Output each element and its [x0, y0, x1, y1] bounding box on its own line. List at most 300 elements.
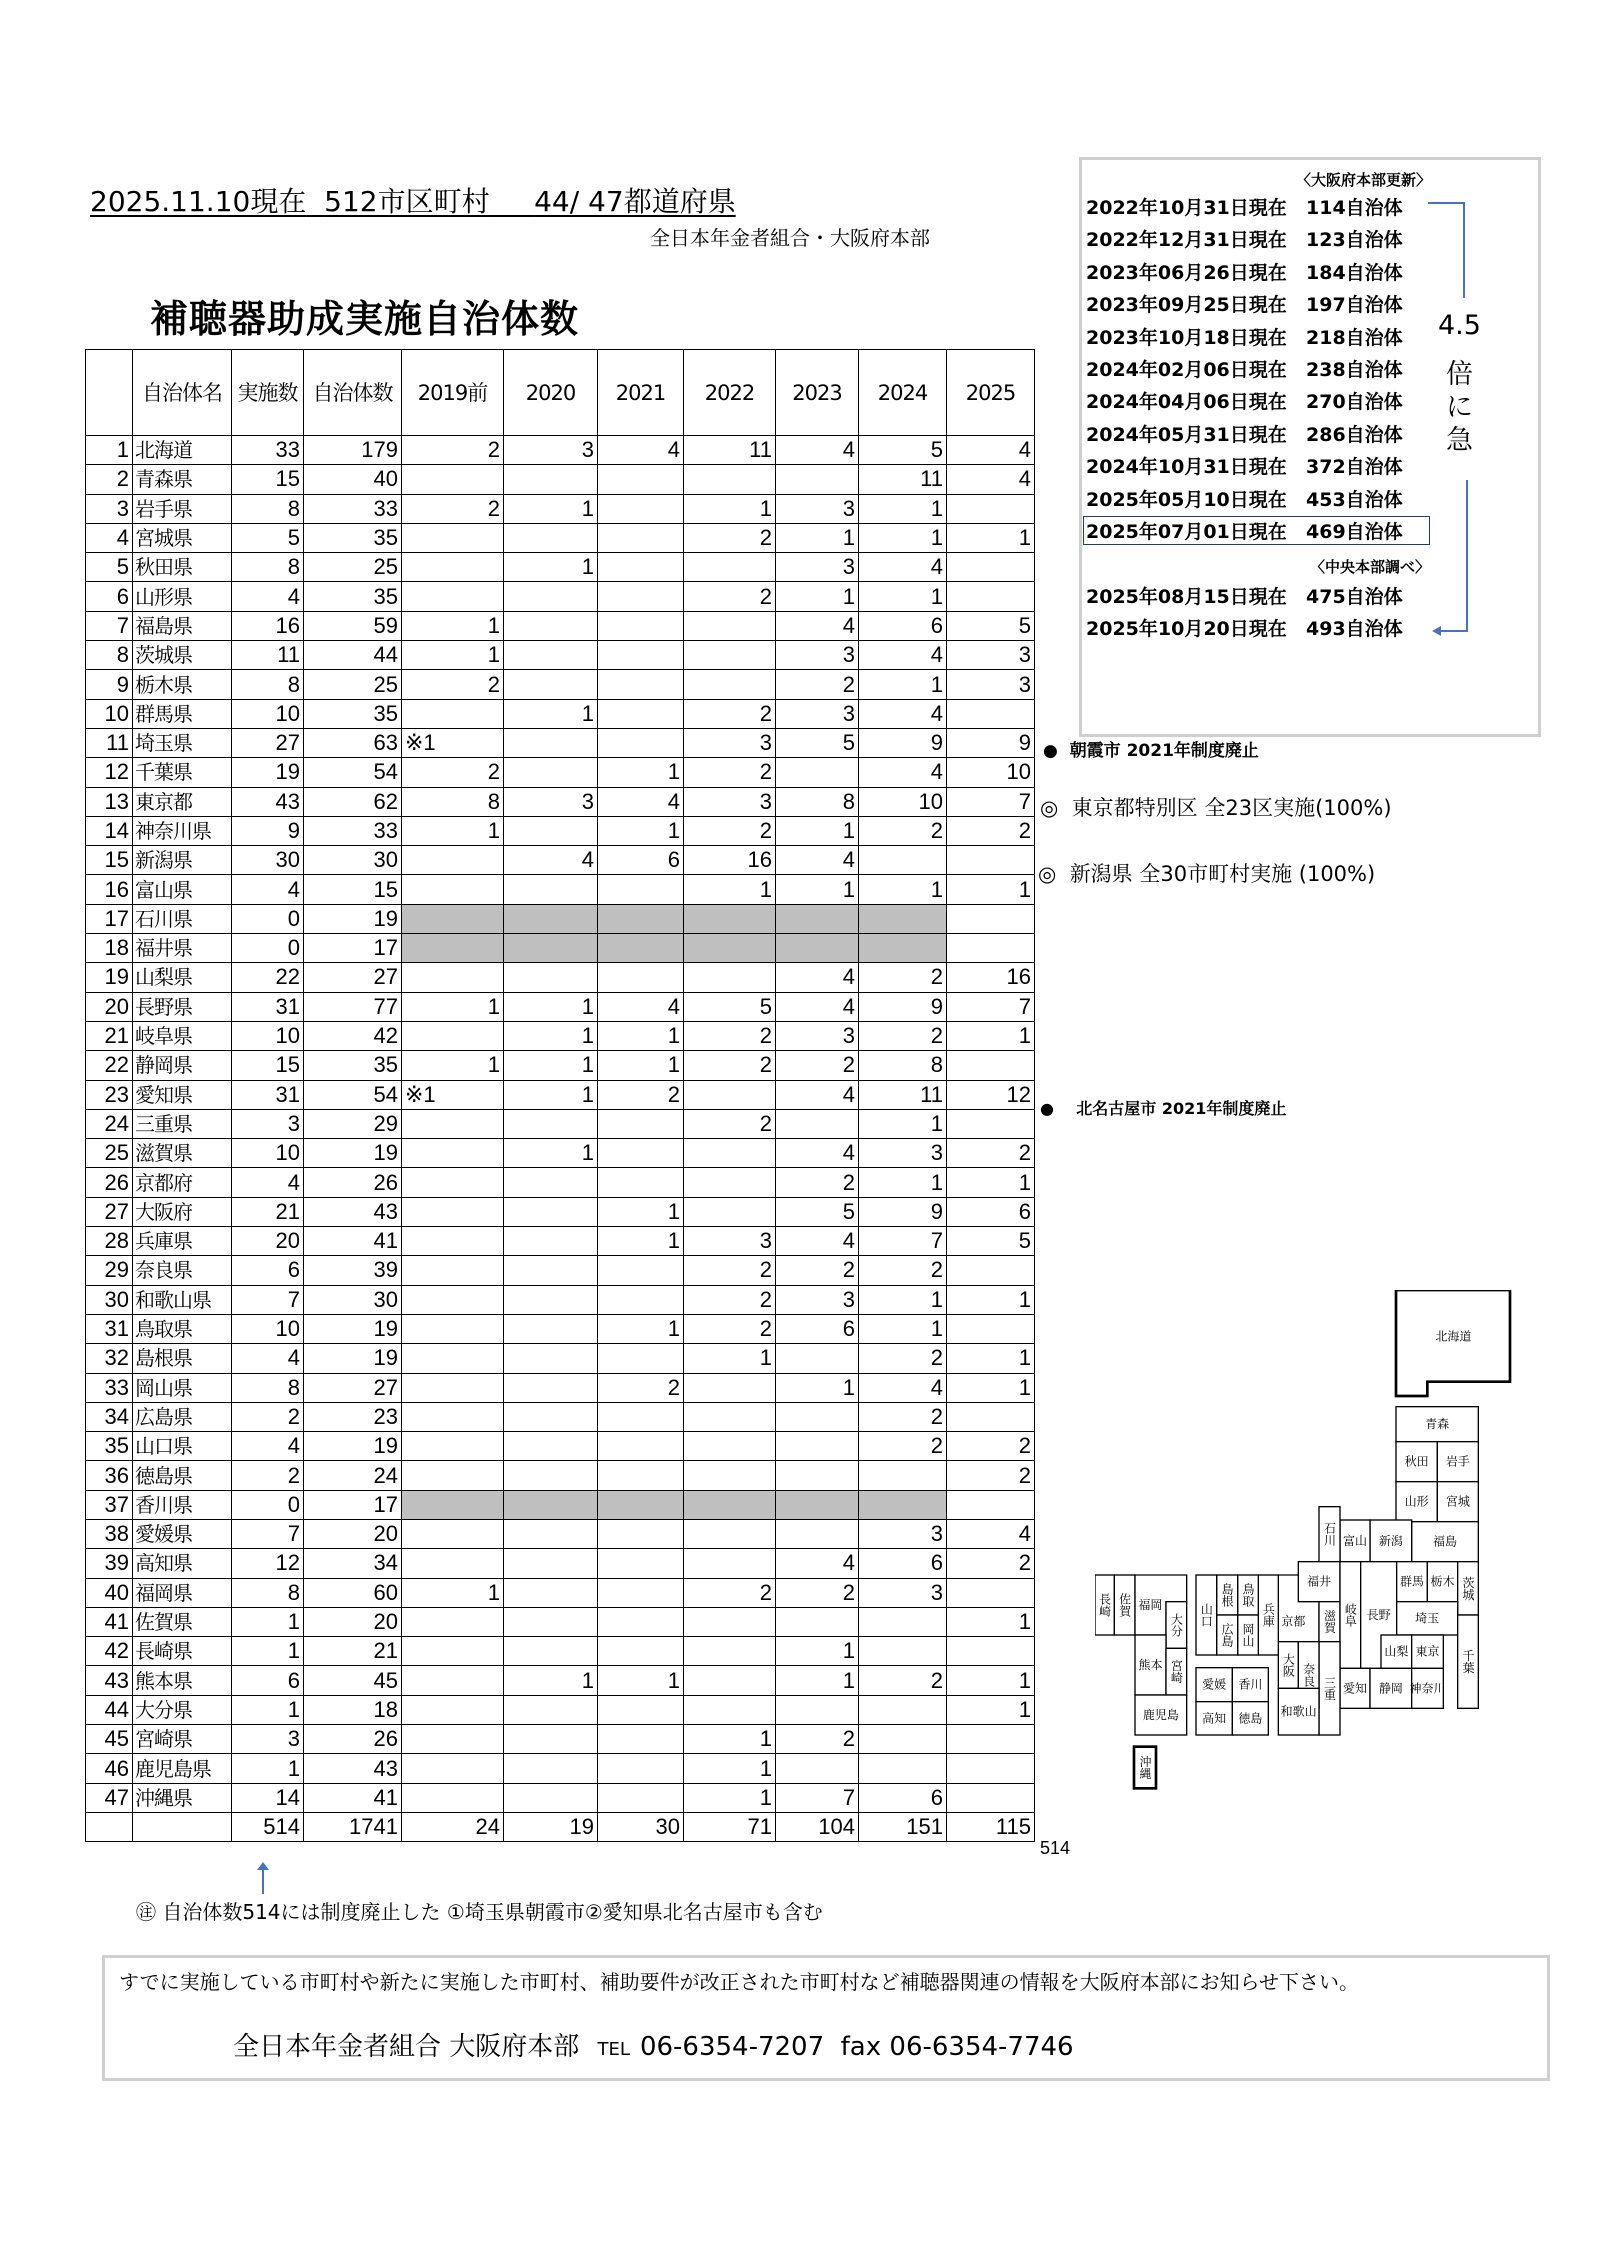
history-date: 2024年10月31日現在: [1086, 456, 1287, 479]
table-cell: 1: [859, 523, 947, 552]
note-asaka: [1043, 736, 1259, 761]
table-cell: 1: [504, 553, 598, 582]
history-count: 286自治体: [1306, 423, 1403, 446]
table-cell: [859, 1754, 947, 1783]
prefecture-label: 神奈川: [1409, 1681, 1446, 1696]
table-cell: 35: [304, 582, 402, 611]
row-number: 3: [86, 494, 133, 523]
bullet-icon: ●: [1040, 1099, 1054, 1118]
growth-number: 4.5: [1438, 310, 1481, 341]
row-number: 40: [86, 1578, 133, 1607]
table-cell: 1: [684, 1344, 776, 1373]
table-cell: [947, 699, 1035, 728]
table-cell: [776, 1432, 859, 1461]
table-cell: [504, 904, 598, 933]
table-cell: 7: [947, 992, 1035, 1021]
table-cell: [684, 1080, 776, 1109]
table-cell: 11: [859, 465, 947, 494]
table-cell: [402, 934, 504, 963]
prefecture-label: 福島: [1432, 1534, 1458, 1549]
history-row: [1086, 452, 1403, 479]
prefecture-name: 滋賀県: [133, 1139, 232, 1168]
table-cell: 1: [684, 875, 776, 904]
row-number: 28: [86, 1227, 133, 1256]
table-cell: [598, 1256, 684, 1285]
contact-org: 全日本年金者組合 大阪府本部: [233, 2032, 580, 2062]
table-cell: 10: [947, 758, 1035, 787]
table-cell: 1: [402, 816, 504, 845]
prefecture-name: 千葉県: [133, 758, 232, 787]
table-row: [86, 1021, 1035, 1050]
table-cell: [598, 728, 684, 757]
table-cell: [947, 1578, 1035, 1607]
history-count: 453自治体: [1306, 488, 1403, 511]
prefecture-name: 愛知県: [133, 1080, 232, 1109]
history-row: [1086, 614, 1403, 641]
table-cell: 2: [402, 436, 504, 465]
table-cell: 2: [684, 1109, 776, 1138]
table-cell: 3: [684, 787, 776, 816]
table-cell: 43: [232, 787, 304, 816]
table-cell: 25: [304, 553, 402, 582]
table-cell: 1: [947, 523, 1035, 552]
table-cell: 1: [504, 1139, 598, 1168]
table-cell: 4: [776, 1549, 859, 1578]
prefecture-name: 静岡県: [133, 1051, 232, 1080]
table-row: [86, 494, 1035, 523]
history-count: 197自治体: [1306, 294, 1403, 317]
table-cell: 9: [232, 816, 304, 845]
table-cell: 7: [232, 1519, 304, 1548]
table-cell: 5: [947, 1227, 1035, 1256]
table-cell: 15: [304, 875, 402, 904]
row-number: 46: [86, 1754, 133, 1783]
history-count: 114自治体: [1306, 197, 1403, 219]
table-cell: [947, 904, 1035, 933]
table-row: [86, 1637, 1035, 1666]
prefecture-name: 石川県: [133, 904, 232, 933]
table-cell: 22: [232, 963, 304, 992]
table-cell: 3: [504, 787, 598, 816]
table-cell: [598, 1109, 684, 1138]
row-number: 31: [86, 1314, 133, 1343]
column-header: 2024: [859, 350, 947, 436]
table-cell: 30: [304, 1285, 402, 1314]
table-cell: 14: [232, 1783, 304, 1812]
table-cell: 7: [859, 1227, 947, 1256]
table-cell: 0: [232, 1490, 304, 1519]
history-date: 2022年10月31日現在: [1086, 197, 1287, 219]
row-number: 25: [86, 1139, 133, 1168]
table-cell: 34: [304, 1549, 402, 1578]
prefecture-name: 奈良県: [133, 1256, 232, 1285]
row-number: 16: [86, 875, 133, 904]
row-number: 21: [86, 1021, 133, 1050]
prefecture-label: 熊本: [1138, 1658, 1163, 1672]
table-cell: [402, 1227, 504, 1256]
table-cell: [598, 875, 684, 904]
row-number: 24: [86, 1109, 133, 1138]
table-cell: 5: [232, 523, 304, 552]
table-cell: [684, 1607, 776, 1636]
table-cell: 5: [947, 611, 1035, 640]
column-header: 2022: [684, 350, 776, 436]
table-cell: 4: [776, 1227, 859, 1256]
table-cell: 2: [859, 963, 947, 992]
table-cell: [402, 1139, 504, 1168]
table-cell: 35: [304, 1051, 402, 1080]
table-cell: [947, 1637, 1035, 1666]
row-number: 44: [86, 1695, 133, 1724]
prefecture-name: 大分県: [133, 1695, 232, 1724]
contact-fax: 06-6354-7746: [889, 2032, 1074, 2062]
table-cell: [504, 611, 598, 640]
history-row: [1086, 420, 1403, 447]
table-cell: [598, 670, 684, 699]
table-row: [86, 1080, 1035, 1109]
table-cell: 4: [859, 699, 947, 728]
row-number: 26: [86, 1168, 133, 1197]
total-row: [86, 1812, 1035, 1841]
table-cell: 1: [947, 1666, 1035, 1695]
row-number: 11: [86, 728, 133, 757]
table-cell: 1: [947, 1607, 1035, 1636]
table-row: [86, 1578, 1035, 1607]
table-cell: [504, 1607, 598, 1636]
prefecture-label: 岩手: [1445, 1454, 1470, 1469]
table-cell: [684, 1637, 776, 1666]
table-cell: ※1: [402, 1080, 504, 1109]
table-cell: 4: [776, 992, 859, 1021]
prefecture-count: 44/ 47都道府県: [534, 185, 736, 218]
table-row: [86, 1256, 1035, 1285]
table-cell: 16: [232, 611, 304, 640]
table-cell: [947, 1490, 1035, 1519]
table-cell: 4: [232, 875, 304, 904]
table-cell: 2: [232, 1461, 304, 1490]
history-header-osaka: 〈大阪府本部更新〉: [1296, 171, 1432, 189]
prefecture-label: 福岡: [1138, 1598, 1163, 1612]
history-panel: [1079, 157, 1541, 737]
table-cell: 4: [947, 465, 1035, 494]
table-cell: 2: [232, 1402, 304, 1431]
table-cell: 2: [947, 816, 1035, 845]
prefecture-label: 山口: [1199, 1603, 1214, 1627]
table-cell: [504, 758, 598, 787]
table-cell: 2: [947, 1549, 1035, 1578]
table-cell: 3: [859, 1519, 947, 1548]
table-cell: [504, 875, 598, 904]
prefecture-name: 宮城県: [133, 523, 232, 552]
table-cell: [504, 1314, 598, 1343]
table-cell: 3: [776, 699, 859, 728]
table-cell: 25: [304, 670, 402, 699]
table-cell: 43: [304, 1754, 402, 1783]
table-cell: [859, 1637, 947, 1666]
prefecture-label: 静岡: [1378, 1681, 1403, 1696]
table-cell: 19: [232, 758, 304, 787]
table-cell: [598, 1168, 684, 1197]
table-cell: 4: [859, 641, 947, 670]
contact-message: すでに実施している市町村や新たに実施した市町村、補助要件が改正された市町村など補聴器関連の情報を大阪府本部にお知らせ下さい。: [119, 1970, 1359, 1994]
table-cell: 115: [947, 1812, 1035, 1841]
table-cell: 27: [232, 728, 304, 757]
table-cell: 4: [232, 1432, 304, 1461]
table-cell: [504, 670, 598, 699]
municipality-count: 512市区町村: [324, 185, 490, 218]
table-cell: 20: [232, 1227, 304, 1256]
table-cell: [402, 1285, 504, 1314]
table-cell: 2: [859, 816, 947, 845]
table-cell: [684, 1461, 776, 1490]
table-cell: [598, 1754, 684, 1783]
prefecture-name: 岡山県: [133, 1373, 232, 1402]
prefecture-label: 島根: [1220, 1583, 1235, 1607]
table-cell: [402, 1461, 504, 1490]
table-cell: 5: [684, 992, 776, 1021]
table-cell: 10: [232, 1021, 304, 1050]
table-cell: [504, 1754, 598, 1783]
prefecture-label: 鹿児島: [1142, 1708, 1179, 1722]
table-cell: 2: [684, 1578, 776, 1607]
status-headline: [90, 180, 736, 220]
table-cell: 1: [859, 670, 947, 699]
table-cell: 3: [776, 1285, 859, 1314]
table-row: [86, 963, 1035, 992]
bullet-icon: ●: [1043, 741, 1058, 761]
table-cell: [598, 699, 684, 728]
prefecture-label: 京都: [1281, 1614, 1306, 1629]
prefecture-label: 石川: [1322, 1522, 1337, 1547]
table-cell: 15: [232, 465, 304, 494]
table-cell: 2: [776, 1256, 859, 1285]
table-cell: 1: [684, 1754, 776, 1783]
table-cell: 3: [859, 1578, 947, 1607]
table-cell: [598, 1490, 684, 1519]
prefecture-name: 長崎県: [133, 1637, 232, 1666]
table-cell: [684, 1373, 776, 1402]
table-cell: [504, 728, 598, 757]
history-date: 2023年09月25日現在: [1086, 294, 1287, 317]
history-row: [1086, 290, 1403, 317]
table-cell: [402, 846, 504, 875]
table-cell: [598, 465, 684, 494]
row-number: 15: [86, 846, 133, 875]
table-cell: 3: [776, 1021, 859, 1050]
table-cell: [504, 1197, 598, 1226]
table-cell: [402, 1607, 504, 1636]
table-cell: [402, 1783, 504, 1812]
table-cell: 27: [304, 1373, 402, 1402]
table-cell: [402, 1344, 504, 1373]
table-cell: 4: [232, 1344, 304, 1373]
history-date: 2024年04月06日現在: [1086, 391, 1287, 414]
prefecture-label: 奈良: [1301, 1663, 1316, 1687]
table-cell: 2: [684, 1285, 776, 1314]
prefecture-label: 長崎: [1097, 1593, 1112, 1617]
table-cell: 2: [859, 1402, 947, 1431]
table-cell: 2: [776, 1051, 859, 1080]
row-number: 36: [86, 1461, 133, 1490]
table-cell: [859, 1607, 947, 1636]
table-cell: 54: [304, 758, 402, 787]
table-cell: 2: [402, 494, 504, 523]
table-cell: [859, 1490, 947, 1519]
table-cell: 27: [304, 963, 402, 992]
prefecture-label: 長野: [1366, 1608, 1391, 1622]
table-cell: 23: [304, 1402, 402, 1431]
table-cell: [776, 1607, 859, 1636]
table-cell: [504, 1578, 598, 1607]
table-row: [86, 1197, 1035, 1226]
table-cell: 33: [232, 436, 304, 465]
table-cell: 1: [859, 1168, 947, 1197]
table-cell: [598, 611, 684, 640]
table-cell: 2: [684, 1021, 776, 1050]
table-cell: 6: [859, 611, 947, 640]
note-niigata: [1038, 858, 1375, 888]
table-cell: [684, 1402, 776, 1431]
table-cell: 71: [684, 1812, 776, 1841]
table-cell: 10: [232, 699, 304, 728]
table-cell: 8: [776, 787, 859, 816]
row-number: 32: [86, 1344, 133, 1373]
prefecture-name: 山梨県: [133, 963, 232, 992]
history-date: 2023年10月18日現在: [1086, 326, 1287, 349]
table-header-row: [86, 350, 1035, 436]
column-header: 2025: [947, 350, 1035, 436]
table-cell: [684, 904, 776, 933]
history-date: 2025年07月01日現在: [1086, 521, 1287, 543]
table-cell: [859, 1725, 947, 1754]
table-cell: [859, 1461, 947, 1490]
table-row: [86, 611, 1035, 640]
prefecture-name: [133, 1812, 232, 1841]
table-cell: [776, 758, 859, 787]
table-cell: 8: [232, 1373, 304, 1402]
table-cell: [402, 875, 504, 904]
table-cell: 31: [232, 992, 304, 1021]
prefecture-label: 宮城: [1445, 1494, 1470, 1509]
table-cell: 3: [776, 553, 859, 582]
table-cell: 4: [776, 436, 859, 465]
table-cell: 2: [684, 816, 776, 845]
table-cell: 6: [859, 1549, 947, 1578]
table-cell: [504, 523, 598, 552]
table-cell: 6: [232, 1666, 304, 1695]
growth-char: に: [1446, 392, 1473, 423]
table-cell: 26: [304, 1725, 402, 1754]
table-cell: 10: [232, 1314, 304, 1343]
table-cell: [402, 1197, 504, 1226]
table-cell: [402, 1725, 504, 1754]
table-cell: 4: [504, 846, 598, 875]
table-row: [86, 1461, 1035, 1490]
table-cell: 2: [776, 1168, 859, 1197]
table-cell: 1: [947, 1168, 1035, 1197]
table-cell: 1: [598, 758, 684, 787]
row-number: 43: [86, 1666, 133, 1695]
table-cell: 45: [304, 1666, 402, 1695]
row-number: 20: [86, 992, 133, 1021]
table-row: [86, 1432, 1035, 1461]
table-cell: [684, 670, 776, 699]
prefecture-label: 兵庫: [1261, 1603, 1276, 1627]
table-cell: 9: [859, 728, 947, 757]
history-count: 218自治体: [1306, 326, 1403, 349]
table-cell: [598, 1402, 684, 1431]
table-cell: 2: [402, 670, 504, 699]
row-number: 41: [86, 1607, 133, 1636]
table-cell: [504, 816, 598, 845]
table-cell: [402, 1490, 504, 1519]
table-cell: 2: [684, 758, 776, 787]
prefecture-label: 岡山: [1241, 1623, 1255, 1647]
table-cell: [684, 553, 776, 582]
column-header: 2023: [776, 350, 859, 436]
table-cell: 4: [598, 436, 684, 465]
table-cell: 59: [304, 611, 402, 640]
table-cell: 2: [684, 1051, 776, 1080]
table-cell: [598, 523, 684, 552]
table-row: [86, 1725, 1035, 1754]
page-title: 補聴器助成実施自治体数: [150, 297, 580, 341]
table-cell: [504, 963, 598, 992]
prefecture-name: 岐阜県: [133, 1021, 232, 1050]
table-cell: 1: [504, 1021, 598, 1050]
contact-line: [233, 2026, 1074, 2063]
row-number: 30: [86, 1285, 133, 1314]
prefecture-name: 三重県: [133, 1109, 232, 1138]
table-cell: [402, 1256, 504, 1285]
prefecture-label: 北海道: [1435, 1329, 1472, 1344]
table-cell: [598, 1695, 684, 1724]
table-cell: 6: [598, 846, 684, 875]
history-date: 2025年08月15日現在: [1086, 586, 1287, 608]
history-count: 475自治体: [1306, 586, 1403, 608]
table-row: [86, 1607, 1035, 1636]
table-cell: [598, 1549, 684, 1578]
table-cell: [684, 1139, 776, 1168]
table-cell: [402, 582, 504, 611]
table-cell: [504, 1285, 598, 1314]
table-cell: 1: [859, 582, 947, 611]
prefecture-name: 宮崎県: [133, 1725, 232, 1754]
table-cell: [598, 934, 684, 963]
table-cell: 12: [947, 1080, 1035, 1109]
double-circle-icon: ◎: [1038, 862, 1057, 886]
row-number: 27: [86, 1197, 133, 1226]
table-cell: [947, 1109, 1035, 1138]
table-row: [86, 1051, 1035, 1080]
table-cell: 1: [776, 1637, 859, 1666]
bracket-line: [1463, 202, 1465, 298]
table-row: [86, 1695, 1035, 1724]
table-cell: 179: [304, 436, 402, 465]
history-count: 270自治体: [1306, 391, 1403, 414]
table-cell: 8: [232, 494, 304, 523]
table-row: [86, 728, 1035, 757]
prefecture-label: 山形: [1404, 1494, 1429, 1509]
column-header: 2021: [598, 350, 684, 436]
table-cell: [947, 1256, 1035, 1285]
table-cell: 11: [859, 1080, 947, 1109]
table-cell: [504, 1432, 598, 1461]
table-cell: [776, 1519, 859, 1548]
table-cell: [684, 1695, 776, 1724]
row-number: 17: [86, 904, 133, 933]
table-cell: [504, 934, 598, 963]
